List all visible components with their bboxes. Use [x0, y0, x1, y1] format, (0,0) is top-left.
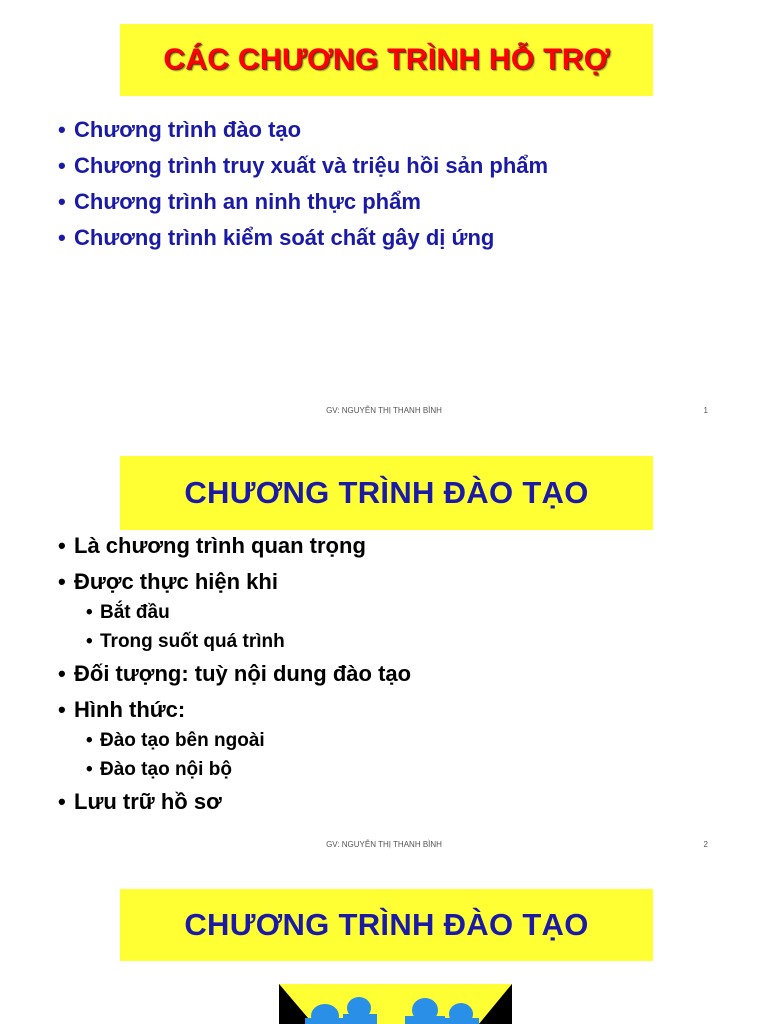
bullet-item: • Lưu trữ hồ sơ [58, 784, 411, 820]
slide-title: CHƯƠNG TRÌNH ĐÀO TẠO [184, 907, 589, 942]
bullet-item: • Chương trình an ninh thực phẩm [58, 186, 548, 222]
bullet-item: • Hình thức: [58, 692, 411, 728]
bullet-item: • Chương trình truy xuất và triệu hồi sản phẩm [58, 150, 548, 186]
bullet-item: • Được thực hiện khi [58, 564, 411, 600]
bullet-item: • Chương trình đào tạo [58, 114, 548, 150]
bullet-item: • Đối tượng: tuỳ nội dung đào tạo [58, 656, 411, 692]
page-number: 1 [703, 406, 708, 415]
illustration-graphic [279, 984, 512, 1024]
sub-bullet-item: • Bắt đầu [86, 598, 411, 627]
sub-bullet-item: • Đào tạo bên ngoài [86, 726, 411, 755]
bullet-list [58, 114, 548, 258]
bullet-item: • Là chương trình quan trọng [58, 528, 411, 564]
page-number: 2 [703, 840, 708, 849]
slide-title-box [120, 24, 653, 96]
slide-3 [0, 864, 768, 1024]
slide-2 [0, 432, 768, 864]
slide-1 [0, 0, 768, 432]
slide-title: CÁC CHƯƠNG TRÌNH HỖ TRỢ [163, 43, 610, 76]
people-silhouettes-illustration [279, 984, 512, 1024]
sub-bullet-item: • Trong suốt quá trình [86, 627, 411, 656]
slide-title-box [120, 889, 653, 961]
slide-title: CHƯƠNG TRÌNH ĐÀO TẠO [184, 475, 589, 510]
bullet-list [58, 528, 411, 820]
slide-footer: GV: NGUYỄN THỊ THANH BÌNH [326, 840, 442, 849]
sub-bullet-item: • Đào tạo nội bộ [86, 755, 411, 784]
slide-footer: GV: NGUYỄN THỊ THANH BÌNH [326, 406, 442, 415]
slide-title-box [120, 456, 653, 530]
bullet-item: • Chương trình kiểm soát chất gây dị ứng [58, 222, 548, 258]
